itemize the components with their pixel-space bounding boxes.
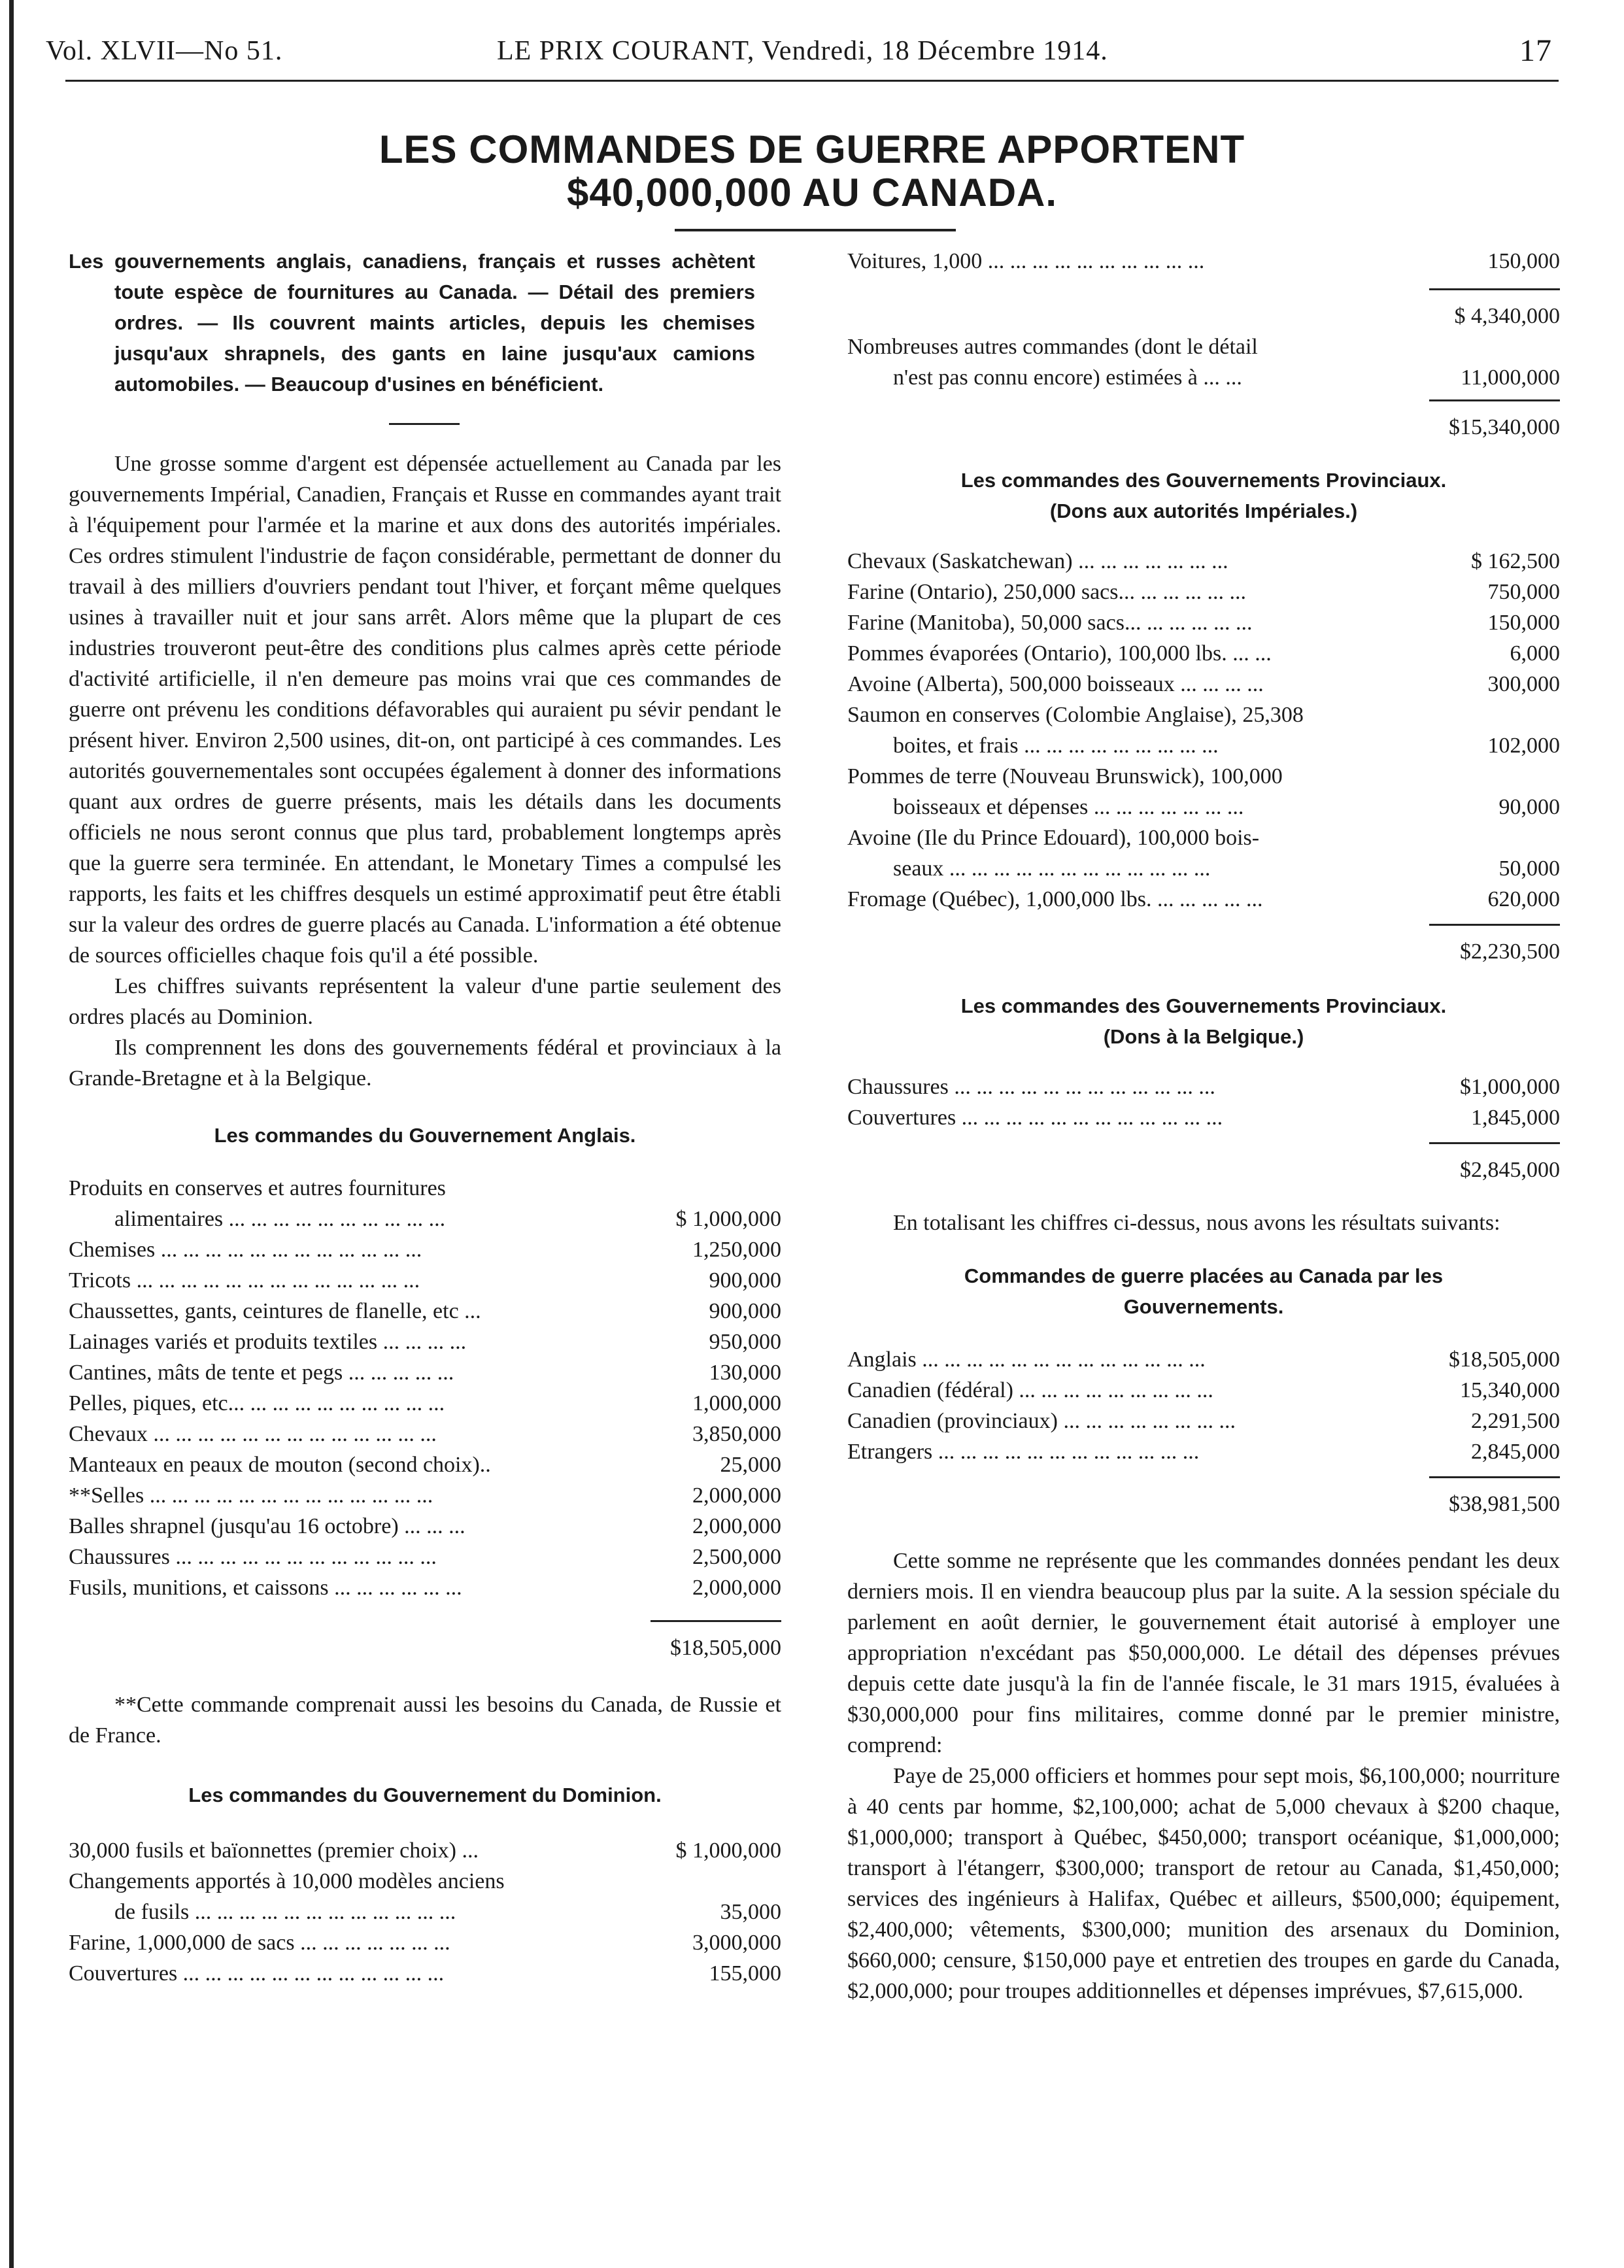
row-label: Couvertures ... ... ... ... ... ... ... ... ... ... ... ... [69, 1961, 445, 1986]
row-value: 6,000 [1510, 641, 1560, 666]
totals-intro: En totalisant les chiffres ci-dessus, nous avons les résultats suivants: [893, 1211, 1500, 1235]
row-value: 950,000 [709, 1330, 781, 1354]
page-number: 17 [1519, 33, 1552, 68]
table-row [69, 1927, 781, 1958]
table-row [847, 669, 1560, 700]
header-rule [65, 80, 1559, 82]
row-value: 25,000 [720, 1453, 781, 1477]
row-label: Chaussures ... ... ... ... ... ... ... ... ... ... ... ... [847, 1075, 1215, 1099]
table-row [847, 246, 1560, 277]
row-value: 2,000,000 [692, 1514, 781, 1538]
table-row [69, 1511, 781, 1542]
prov-imperial-total: $2,230,500 [1429, 924, 1560, 967]
prov-imperial-subheading: (Dons aux autorités Impériales.) [1049, 499, 1358, 522]
anglais-total: $18,505,000 [651, 1620, 781, 1663]
row-value: 2,845,000 [1471, 1440, 1560, 1464]
table-row [69, 1327, 781, 1357]
row-label: 30,000 fusils et baïonnettes (premier choix) ... [69, 1838, 479, 1863]
table-row [847, 1406, 1560, 1436]
row-value: 102,000 [1487, 734, 1560, 758]
intro-paragraph: Une grosse somme d'argent est dépensée actuellement au Canada par les gouvernements Impérial, Canadien, Français et Russe en commandes ayant trait à l'équipement pour l'armée et la marine et aux dons des autorités impériales. Ces ordres stimulent l'industrie de façon considérable, permettant de donner du travail à des milliers d'ouvriers pendant tout l'hiver, et forçant même quelques usines à travailler nuit et jour sans arrêt. Alors même que la plupart de ces industries trouveront peut-être des conditions plus calmes après cette période d'activité artificielle, il n'en demeure pas moins vrai que ces commandes de guerre ont prévenu les conditions défavorables qui auraient pu sévir pendant le présent hiver. Environ 2,500 usines, dit-on, ont participé à ces commandes. Les autorités gouvernementales sont occupées également à donner des informations quant aux ordres de guerre présents, mais les détails dans les documents officiels ne nous seront connus que plus tard, probablement longtemps après que la guerre sera terminée. En attendant, le Monetary Times a compulsé les rapports, les faits et les chiffres desquels un estimé approximatif peut être établi sur la valeur des ordres de guerre placés au Canada. L'information a été obtenue de sources officielles chaque fois qu'il a été possible. [69, 452, 781, 968]
prov-belgique-heading: Les commandes des Gouvernements Provinciaux. [960, 994, 1447, 1017]
publication-line: LE PRIX COURANT, Vendredi, 18 Décembre 1914. [497, 36, 1108, 66]
row-value: 3,000,000 [692, 1931, 781, 1955]
row-label: Farine (Manitoba), 50,000 sacs... ... ... ... ... ... [847, 611, 1253, 635]
table-row [69, 1388, 781, 1419]
table-row [69, 1204, 781, 1234]
row-value: 15,340,000 [1460, 1378, 1560, 1402]
row-value: 50,000 [1498, 856, 1560, 881]
row-label: Chaussures ... ... ... ... ... ... ... ... ... ... ... ... [69, 1545, 437, 1569]
dominion-subtotal: $ 4,340,000 [1429, 288, 1560, 331]
row-value: 2,500,000 [692, 1545, 781, 1569]
summary-heading: Commandes de guerre placées au Canada par les [964, 1264, 1444, 1287]
table-row [69, 1234, 781, 1265]
intro-paragraph: Ils comprennent les dons des gouvernements fédéral et provinciaux à la Grande-Bretagne et à la Belgique. [69, 1036, 781, 1091]
row-label: Saumon en conserves (Colombie Anglaise), 25,308 [847, 703, 1304, 727]
table-row [847, 1375, 1560, 1406]
row-label: Fromage (Québec), 1,000,000 lbs. ... ... ... ... ... [847, 887, 1263, 911]
table-row [847, 822, 1560, 853]
table-row [69, 1419, 781, 1449]
row-label: Produits en conserves et autres fournitures [69, 1176, 446, 1200]
table-row [69, 1449, 781, 1480]
section-rule [389, 423, 460, 425]
row-label: Pelles, piques, etc... ... ... ... ... ... ... ... ... ... [69, 1391, 445, 1415]
table-row [847, 607, 1560, 638]
prov-belgique-subheading: (Dons à la Belgique.) [1103, 1025, 1304, 1048]
table-row [847, 884, 1560, 915]
row-label: Anglais ... ... ... ... ... ... ... ... ... ... ... ... ... [847, 1347, 1206, 1372]
page-edge-rule [9, 0, 14, 2268]
dominion-total: $15,340,000 [1429, 399, 1560, 443]
closing-paragraph: Cette somme ne représente que les commandes données pendant les deux derniers mois. Il en viendra beaucoup plus par la suite. A la session spéciale du parlement en août dernier, le gouvernement était autorisé à employer une appropriation n'excédant pas $50,000,000. Le détail des dépenses prévues depuis cette date jusqu'à la fin de l'année fiscale, le 31 mars 1915, évaluées à $30,000,000 pour fins militaires, comme donné par le premier ministre, comprend: [847, 1549, 1560, 1757]
table-row [847, 1436, 1560, 1467]
row-value: 3,850,000 [692, 1422, 781, 1446]
row-label: Voitures, 1,000 ... ... ... ... ... ... ... ... ... ... [847, 249, 1205, 273]
table-row [847, 1344, 1560, 1375]
summary-total: $38,981,500 [1429, 1476, 1560, 1519]
row-value: $ 162,500 [1471, 549, 1560, 573]
dominion-heading: Les commandes du Gouvernement du Dominion. [188, 1784, 662, 1806]
intro-paragraph: Les chiffres suivants représentent la valeur d'une partie seulement des ordres placés au Dominion. [69, 974, 781, 1029]
table-row [69, 1835, 781, 1866]
row-value: 750,000 [1487, 580, 1560, 604]
table-row [69, 1897, 781, 1927]
table-row [69, 1866, 781, 1897]
prov-belgique-total-row [847, 1142, 1560, 1185]
row-label: Chevaux ... ... ... ... ... ... ... ... ... ... ... ... ... [69, 1422, 437, 1446]
row-label: Avoine (Ile du Prince Edouard), 100,000 bois- [847, 826, 1260, 850]
prov-imperial-heading: Les commandes des Gouvernements Provinciaux. [960, 469, 1447, 492]
row-label: Chemises ... ... ... ... ... ... ... ... ... ... ... ... [69, 1238, 422, 1262]
running-header [46, 29, 1552, 75]
row-label-cont: boites, et frais ... ... ... ... ... ... ... ... ... [893, 734, 1219, 758]
table-row [847, 638, 1560, 669]
summary-subheading: Gouvernements. [1123, 1295, 1284, 1318]
table-row [847, 761, 1560, 792]
table-row [847, 853, 1560, 884]
anglais-total-row [69, 1620, 781, 1663]
table-row [69, 1296, 781, 1327]
row-value: 150,000 [1487, 249, 1560, 273]
row-label-cont: boisseaux et dépenses ... ... ... ... ... ... ... [893, 795, 1244, 819]
title-line-1: LES COMMANDES DE GUERRE APPORTENT [379, 127, 1245, 171]
table-row [847, 1102, 1560, 1133]
row-label-cont: alimentaires ... ... ... ... ... ... ... ... ... ... [114, 1207, 446, 1231]
row-label: Canadien (fédéral) ... ... ... ... ... ... ... ... ... [847, 1378, 1213, 1402]
row-value: 620,000 [1487, 887, 1560, 911]
table-row [847, 546, 1560, 577]
row-label-cont: seaux ... ... ... ... ... ... ... ... ... ... ... ... [893, 856, 1211, 881]
table-row [847, 792, 1560, 822]
closing-paragraph: Paye de 25,000 officiers et hommes pour sept mois, $6,100,000; nourriture à 40 cents par homme, $2,100,000; achat de 5,000 chevaux à $200 chaque, $1,000,000; transport à Québec, $450,000; transport océanique, $1,000,000; transport à l'étangerr, $300,000; transport de retour au Canada, $1,450,000; services des ingénieurs à Halifax, Québec et ailleurs, $500,000; équipement, $2,400,000; vêtements, $300,000; munition des arsenaux du Dominion, $660,000; censure, $150,000 paye et entretien des troupes en garde du Canada, $2,000,000; pour troupes additionnelles et dépenses imprévues, $7,615,000. [847, 1764, 1560, 2003]
table-row [69, 1572, 781, 1603]
table-row [847, 331, 1560, 362]
row-value: $ 1,000,000 [675, 1207, 781, 1231]
row-label: Lainages variés et produits textiles ... ... ... ... [69, 1330, 467, 1354]
dominion-total-row [847, 399, 1560, 443]
volume-number: Vol. XLVII—No 51. [46, 36, 283, 66]
row-label: Chevaux (Saskatchewan) ... ... ... ... ... ... ... [847, 549, 1228, 573]
row-value: 1,845,000 [1471, 1106, 1560, 1130]
row-label-cont: n'est pas connu encore) estimées à ... ... [893, 365, 1242, 390]
row-label: Tricots ... ... ... ... ... ... ... ... ... ... ... ... ... [69, 1268, 420, 1293]
row-value: 2,000,000 [692, 1483, 781, 1508]
row-label: Fusils, munitions, et caissons ... ... ... ... ... ... [69, 1576, 462, 1600]
table-row [69, 1357, 781, 1388]
anglais-footnote: **Cette commande comprenait aussi les besoins du Canada, de Russie et de France. [69, 1693, 781, 1748]
row-label: Cantines, mâts de tente et pegs ... ... ... ... ... [69, 1361, 454, 1385]
row-value: 130,000 [709, 1361, 781, 1385]
title-line-2: $40,000,000 AU CANADA. [566, 171, 1058, 214]
anglais-table [69, 1173, 781, 1603]
row-label: Pommes de terre (Nouveau Brunswick), 100,000 [847, 764, 1283, 788]
row-label: Couvertures ... ... ... ... ... ... ... ... ... ... ... ... [847, 1106, 1223, 1130]
article-title [0, 128, 1624, 214]
row-label-cont: de fusils ... ... ... ... ... ... ... ... ... ... ... ... [114, 1900, 456, 1924]
table-row [847, 1072, 1560, 1102]
row-value: 1,250,000 [692, 1238, 781, 1262]
row-value: 150,000 [1487, 611, 1560, 635]
row-label: Canadien (provinciaux) ... ... ... ... ... ... ... ... [847, 1409, 1236, 1433]
row-label: **Selles ... ... ... ... ... ... ... ... ... ... ... ... ... [69, 1483, 433, 1508]
row-label: Avoine (Alberta), 500,000 boisseaux ... ... ... ... [847, 672, 1264, 696]
table-row [847, 730, 1560, 761]
row-label: Manteaux en peaux de mouton (second choix).. [69, 1453, 491, 1477]
row-label: Etrangers ... ... ... ... ... ... ... ... ... ... ... ... [847, 1440, 1200, 1464]
row-label: Nombreuses autres commandes (dont le détail [847, 335, 1258, 359]
table-row [69, 1173, 781, 1204]
row-label: Farine (Ontario), 250,000 sacs... ... ... ... ... ... [847, 580, 1247, 604]
row-value: 35,000 [720, 1900, 781, 1924]
dominion-table-part1 [69, 1835, 781, 1989]
row-value: 1,000,000 [692, 1391, 781, 1415]
prov-belgique-total: $2,845,000 [1429, 1142, 1560, 1185]
row-label: Farine, 1,000,000 de sacs ... ... ... ... ... ... ... [69, 1931, 450, 1955]
row-label: Balles shrapnel (jusqu'au 16 octobre) ... ... ... [69, 1514, 465, 1538]
table-row [847, 577, 1560, 607]
title-rule [675, 229, 956, 231]
row-label: Chaussettes, gants, ceintures de flanelle, etc ... [69, 1299, 481, 1323]
row-value: $1,000,000 [1460, 1075, 1560, 1099]
anglais-heading: Les commandes du Gouvernement Anglais. [214, 1124, 636, 1147]
row-value: $ 1,000,000 [675, 1838, 781, 1863]
row-value: $18,505,000 [1449, 1347, 1560, 1372]
dominion-subtotal-row [847, 288, 1560, 331]
table-row [69, 1958, 781, 1989]
article-summary: Les gouvernements anglais, canadiens, français et russes achètent toute espèce de fournitures au Canada. — Détail des premiers ordres. — Ils couvrent maints articles, depuis les chemises jusqu'aux shrapnels, des gants en laine jusqu'aux camions automobiles. — Beaucoup d'usines en bénéficient. [69, 250, 755, 396]
right-column [847, 246, 1560, 2006]
left-column [69, 246, 781, 1989]
table-row [69, 1480, 781, 1511]
row-label: Changements apportés à 10,000 modèles anciens [69, 1869, 505, 1893]
prov-imperial-total-row [847, 924, 1560, 967]
prov-imperial-table [847, 546, 1560, 915]
row-value: 900,000 [709, 1299, 781, 1323]
table-row [69, 1542, 781, 1572]
row-value: 155,000 [709, 1961, 781, 1986]
row-value: 300,000 [1487, 672, 1560, 696]
row-value: 900,000 [709, 1268, 781, 1293]
row-label: Pommes évaporées (Ontario), 100,000 lbs. ... ... [847, 641, 1272, 666]
row-value: 90,000 [1498, 795, 1560, 819]
table-row [847, 700, 1560, 730]
table-row [847, 362, 1560, 393]
row-value: 2,000,000 [692, 1576, 781, 1600]
summary-total-row [847, 1476, 1560, 1519]
row-value: 2,291,500 [1471, 1409, 1560, 1433]
row-value: 11,000,000 [1461, 365, 1560, 390]
table-row [69, 1265, 781, 1296]
